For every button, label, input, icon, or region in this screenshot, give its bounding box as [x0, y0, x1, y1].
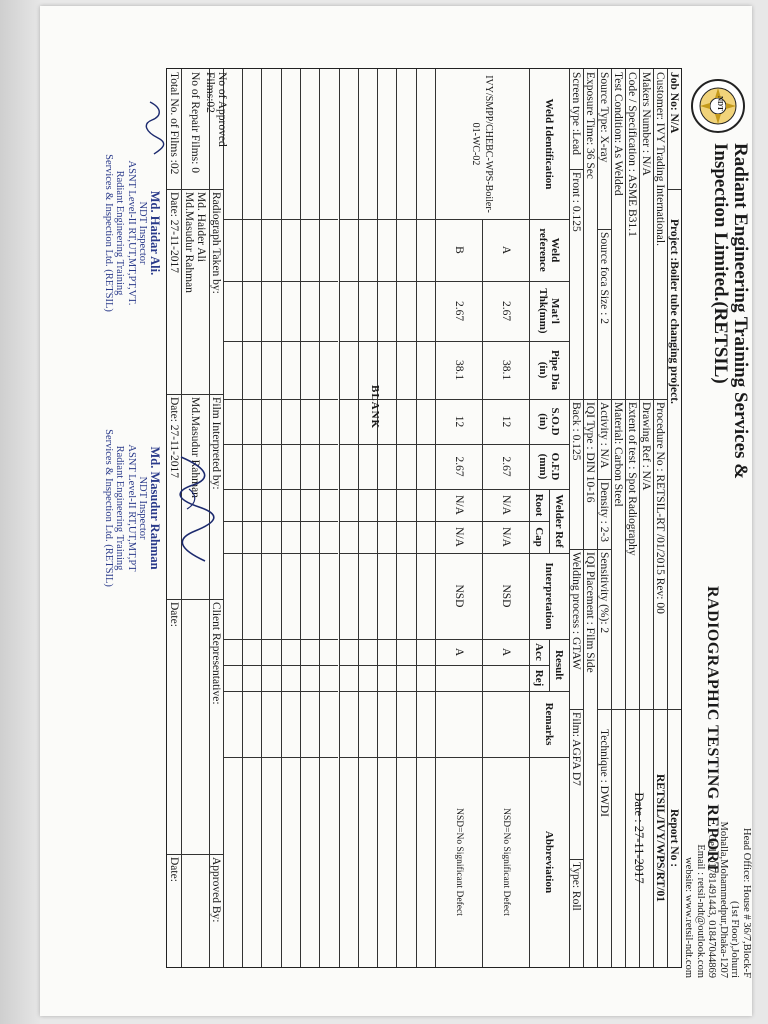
stamp-line: Radiant Engineering Training: [114, 170, 126, 296]
col-abbreviation: Abbreviation: [543, 830, 556, 894]
repair-films: No of Repair Films: 0: [189, 72, 202, 173]
empty-table-row: [416, 69, 435, 967]
logo-center-text: NDT: [716, 96, 724, 111]
project: Project :Boiler tube changing project.: [668, 219, 681, 404]
radiograph-taken-by: Radiograph Taken by:: [210, 192, 223, 294]
info-row: [611, 69, 625, 967]
table-row: [435, 219, 482, 967]
empty-table-row: [281, 69, 300, 967]
stamp-line: Radiant Engineering Training: [114, 445, 126, 571]
technique: Technique : DWDI: [598, 729, 611, 817]
client-representative: Client Representative:: [210, 602, 223, 705]
col-interpretation: Interpretation: [543, 562, 556, 630]
interp-date: Date: 27-11-2017: [168, 397, 180, 479]
taken-date: Date: 27-11-2017: [168, 192, 180, 274]
stamp-line: NDT Inspector: [137, 201, 149, 265]
col-sod: S.O.D (in): [537, 407, 562, 436]
cell-sod: 12: [453, 415, 465, 428]
col-acc: Acc: [533, 643, 545, 661]
cell-ofd: 2.67: [500, 456, 512, 477]
col-weld-ref: Weld reference: [537, 228, 562, 272]
signature-icon: [169, 449, 219, 569]
office-line: Cell: 01781491443, 01847044869: [706, 834, 718, 978]
report-no-label: Report No :: [668, 808, 681, 868]
blank-label: BLANK: [369, 385, 381, 430]
exposure-time: Exposure Time: 36 Sec: [584, 72, 597, 180]
stamp-line: Services & Inspection Ltd. (RETSIL): [103, 154, 114, 312]
film-interpreted-by: Film Interpreted by:: [210, 397, 223, 490]
empty-table-row: [358, 69, 377, 967]
test-condition: Test Condition: As Welded: [612, 72, 625, 196]
empty-table-row: [377, 69, 396, 967]
stamp-line: ASNT Level-II RT,UT,MT,PT,VT.: [126, 160, 137, 306]
stamp-line: ASNT Level-II RT,UT,MT,PT: [126, 444, 137, 572]
density: Density : 2-3: [598, 482, 611, 543]
cell-cap: N/A: [500, 527, 512, 547]
report-date: Date : 27-11-2017: [632, 792, 647, 884]
empty-table-row: [300, 69, 319, 967]
info-row: [667, 69, 681, 967]
report-sheet: [44, 8, 756, 1018]
office-line: website: www.retsil-ndt.com: [683, 857, 695, 978]
office-line: Email : retsil-ndt@outlook.com: [695, 844, 706, 978]
film: Film: AGFA D7: [570, 712, 583, 786]
signature-icon: [144, 98, 166, 158]
back-screen: Back : 0.125: [570, 402, 583, 461]
info-row: [653, 69, 667, 967]
makers-number: Makers Number : N/A: [640, 72, 653, 176]
cell-dia: 38.1: [500, 359, 512, 381]
source-type: Source Type: X-ray: [598, 72, 611, 163]
drawing-ref: Drawing Ref : N/A: [640, 402, 653, 491]
cell-ofd: 2.67: [453, 456, 465, 477]
taken-name: Md.Masudur Rahman: [183, 192, 196, 293]
col-weld-id: Weld Identification: [543, 98, 556, 190]
approved-by: Approved By:: [210, 857, 223, 923]
report-table: [166, 68, 682, 968]
info-row: [569, 69, 583, 967]
empty-table-row: [242, 69, 261, 967]
cell-root: N/A: [500, 495, 512, 515]
cell-abbreviation: NSD=No Significant Defect: [501, 808, 511, 916]
source-focal-size: Source foca Size : 2: [598, 232, 611, 324]
office-line: Mohalla,Mohammedpur,Dhaka-1207: [718, 821, 729, 978]
taken-name: Md. Haider Ali: [195, 192, 208, 262]
empty-table-row: [339, 69, 358, 967]
job-no: Job No: N/A: [668, 72, 681, 134]
weld-id-value: IVY/SMPP/CHEBC-WPS-Boiler-01-WC-02: [435, 69, 529, 219]
taken-names: [182, 189, 209, 394]
col-root: Root: [533, 493, 545, 517]
approved-films: No of Approved Films:02: [204, 72, 229, 147]
col-thk: Mat'l Thk(mm): [537, 288, 562, 334]
cell-cap: N/A: [453, 527, 465, 547]
cell-dia: 38.1: [453, 359, 465, 381]
col-remarks: Remarks: [543, 702, 556, 746]
col-ofd: O.F.D (mm): [537, 452, 562, 481]
office-line: (1st Floor),Johurri: [729, 901, 741, 978]
film-type: Type: Roll: [570, 862, 583, 911]
interpreter-name: Md.Masudur Rahman: [189, 397, 202, 498]
cell-thk: 2.67: [453, 300, 465, 322]
info-row: [597, 69, 611, 967]
procedure-no: Procedure No : RETSIL-RT /01/2015 Rev: 00: [654, 402, 667, 614]
welding-process: Welding process : GTAW: [570, 552, 583, 670]
stamp-name: Md. Masudur Rahman: [148, 446, 162, 570]
col-result: Result: [549, 639, 569, 691]
cell-sod: 12: [500, 415, 512, 428]
col-dia: Pipe Dia (in): [537, 349, 562, 391]
company-name: Radiant Engineering Training Services & Inspection Limited.(RETSIL): [710, 143, 751, 480]
col-cap: Cap: [533, 527, 545, 547]
extent-of-test: Extent of test : Spot Radiography: [626, 402, 639, 556]
code-spec: Code / Specification : ASME B31.1: [626, 72, 639, 237]
cell-acc: A: [500, 647, 512, 657]
sensitivity: Sensitivity (%): 2: [598, 552, 611, 634]
stamp-masudur: [103, 388, 161, 628]
cell-interpretation: NSD: [500, 584, 512, 608]
front-screen: Front : 0.125: [570, 172, 583, 232]
report-no: RETSIL/IVY/WPS/RT/01: [654, 773, 667, 903]
material: Material: Carbon Steel: [612, 402, 625, 507]
office-line: Head Office: House # 36/7,Block-F: [741, 828, 752, 978]
cell-rej: [436, 665, 482, 691]
total-films: Total No. of Films :02: [168, 72, 180, 175]
cell-weld-ref: A: [500, 245, 512, 255]
cell-interpretation: NSD: [453, 584, 465, 608]
info-row: [583, 69, 597, 967]
cell-root: N/A: [453, 495, 465, 515]
col-welder-ref: Welder Ref: [549, 489, 569, 553]
screen-type: Screen type :Lead: [570, 72, 583, 156]
col-rej: Rej: [533, 669, 545, 687]
table-row: [482, 219, 529, 967]
stamp-line: Services & Inspection Ltd. (RETSIL): [103, 429, 114, 587]
cell-thk: 2.67: [500, 300, 512, 322]
scan-edge: [0, 0, 40, 1024]
iqi-type: IQI Type : DIN 10-16: [584, 402, 597, 503]
stamp-name: Md. Haidar Ali.: [148, 190, 162, 276]
cell-weld-ref: B: [453, 246, 465, 254]
cell-remarks: [483, 691, 529, 757]
cell-remarks: [436, 691, 482, 757]
customer: Customer: IVY Trading International.: [654, 72, 667, 246]
cell-rej: [483, 665, 529, 691]
office-address: [683, 822, 752, 978]
iqi-placement: IQI Placement : Film Side: [584, 552, 597, 673]
stamp-line: NDT Inspector: [137, 476, 149, 540]
empty-table-row: [261, 69, 280, 967]
activity: Activity : N/A: [598, 402, 611, 469]
report-title: RADIOGRAPHIC TESTING REPORT: [704, 586, 721, 874]
cell-acc: A: [453, 647, 465, 657]
empty-table-row: [319, 69, 338, 967]
approved-date: Date:: [168, 857, 180, 882]
cell-abbreviation: NSD=No Significant Defect: [454, 808, 464, 916]
table-header: [529, 69, 569, 967]
client-date: Date:: [168, 602, 180, 627]
empty-table-row: [396, 69, 415, 967]
empty-table-row: [223, 69, 242, 967]
